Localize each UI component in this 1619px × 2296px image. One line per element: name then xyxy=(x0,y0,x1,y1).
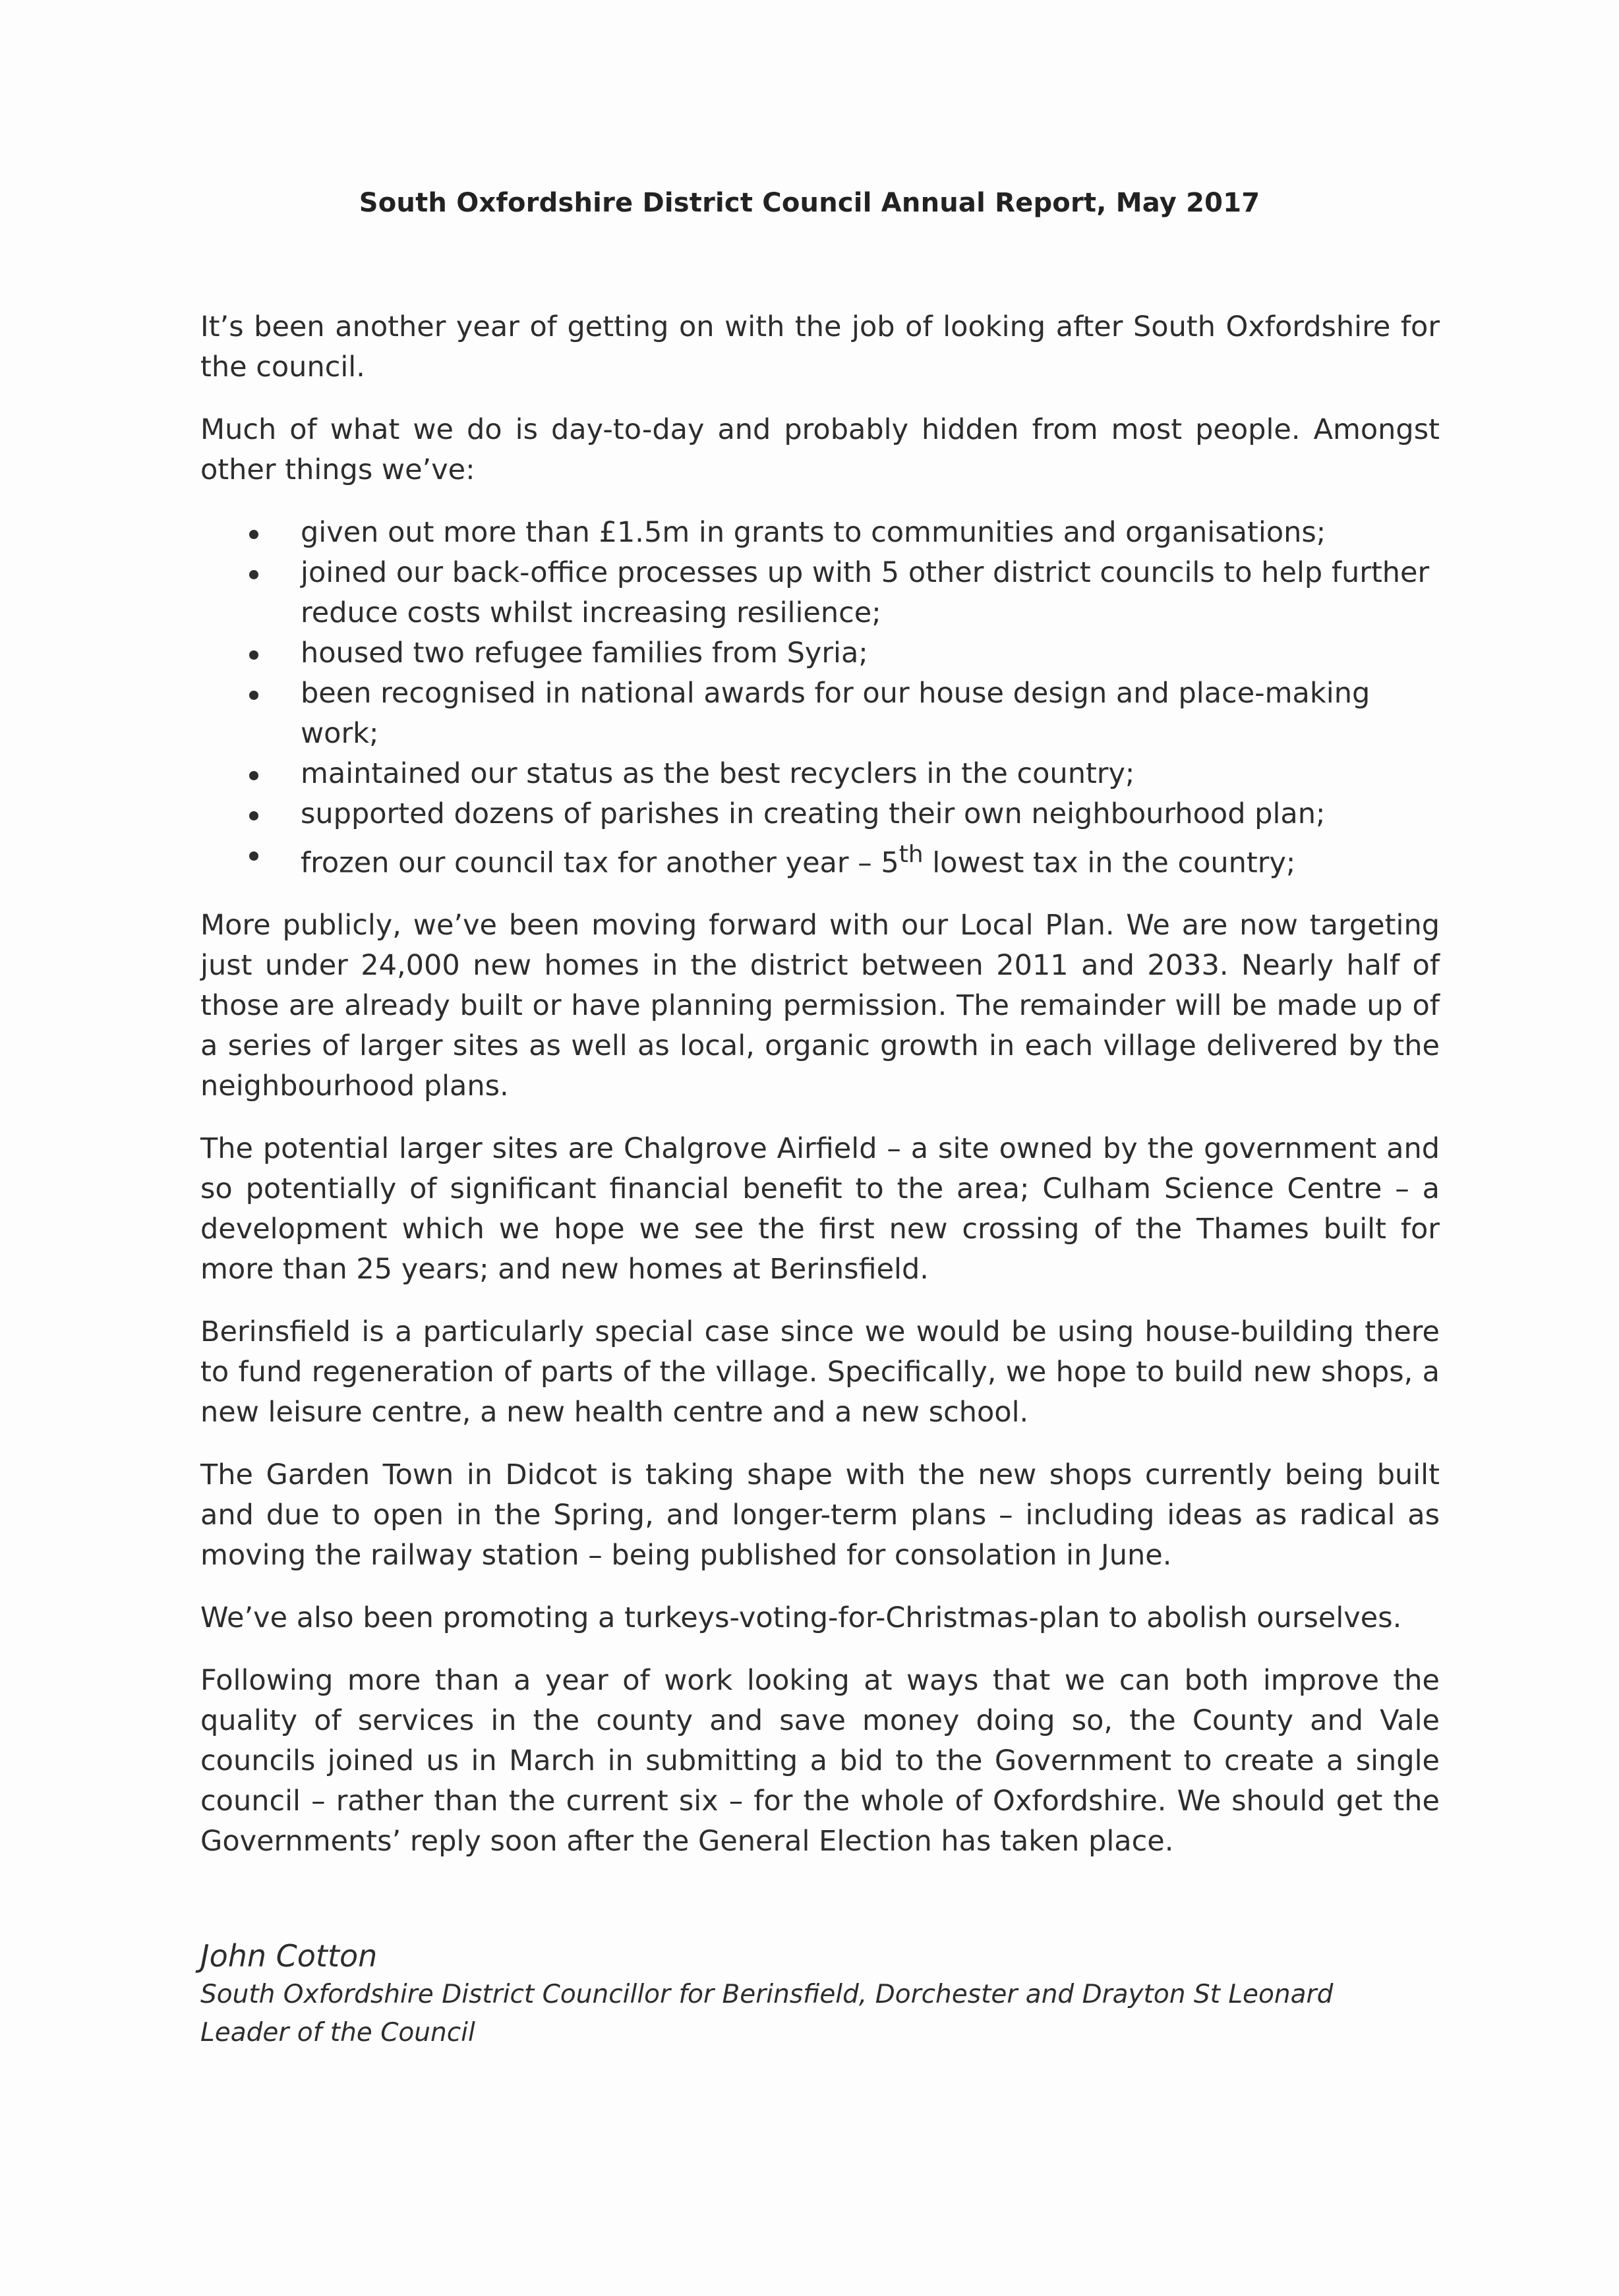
intro-paragraph: It’s been another year of getting on with the job of looking after South Oxfordshire for the council. xyxy=(200,310,1440,384)
berinsfield-paragraph: Berinsfield is a particularly special case since we would be using house-building there to fund regeneration of parts of the village. Specifically, we hope to build new shops, a new leisure centre, a new health centre and a new school. xyxy=(200,1315,1440,1429)
unitary-council-paragraph: Following more than a year of work looking at ways that we can both improve the quality of services in the county and save money doing so, the County and Vale councils joined us in March in submitting a bid to the Government to create a single council – rather than the current six – for the whole of Oxfordshire. We should get the Governments’ reply soon after the General Election has taken place. xyxy=(200,1664,1440,1858)
larger-sites-paragraph: The potential larger sites are Chalgrove Airfield – a site owned by the government and so potentially of significant financial benefit to the area; Culham Science Centre – a development which we hope we see the first new crossing of the Thames built for more than 25 years; and new homes at Berinsfield. xyxy=(200,1132,1440,1286)
bullet-icon xyxy=(249,650,258,660)
list-item-text: been recognised in national awards for our house design and place-making work; xyxy=(301,677,1370,750)
signature-block xyxy=(200,1936,1453,2052)
bullet-icon xyxy=(249,691,258,700)
list-item-text-after: lowest tax in the country; xyxy=(923,846,1296,880)
list-item-text: supported dozens of parishes in creating their own neighbourhood plan; xyxy=(301,797,1326,830)
bullet-icon xyxy=(249,771,258,780)
didcot-paragraph: The Garden Town in Didcot is taking shape with the new shops currently being built and due to open in the Spring, and longer-term plans – including ideas as radical as moving the railway station – being published for consolation in June. xyxy=(200,1458,1440,1572)
list-item-text: joined our back-office processes up with 5 other district councils to help further reduce costs whilst increasing resilience; xyxy=(301,556,1430,629)
list-item xyxy=(200,633,1440,674)
bullet-icon xyxy=(249,570,258,579)
document-title: South Oxfordshire District Council Annual Report, May 2017 xyxy=(359,188,1260,218)
signatory-position: Leader of the Council xyxy=(200,2018,475,2048)
list-item-text-before: frozen our council tax for another year – 5 xyxy=(301,846,899,880)
lead-in-paragraph: Much of what we do is day-to-day and probably hidden from most people. Amongst other things we’ve: xyxy=(200,413,1440,486)
list-item xyxy=(200,794,1440,834)
list-item-text: housed two refugee families from Syria; xyxy=(301,637,868,670)
local-plan-paragraph: More publicly, we’ve been moving forward with our Local Plan. We are now targeting just under 24,000 new homes in the district between 2011 and 2033. Nearly half of those are already built or have planning permission. The remainder will be made up of a series of larger sites as well as local, organic growth in each village delivered by the neighbourhood plans. xyxy=(200,909,1440,1103)
bullet-icon xyxy=(249,530,258,539)
list-item xyxy=(200,754,1440,794)
list-item xyxy=(200,674,1440,754)
bullet-icon xyxy=(249,851,258,861)
list-item xyxy=(200,513,1440,553)
signatory-name: John Cotton xyxy=(200,1938,378,1974)
list-item xyxy=(200,834,1440,883)
ordinal-superscript: th xyxy=(898,841,924,868)
bullet-icon xyxy=(249,811,258,820)
list-item xyxy=(200,553,1440,633)
achievements-list xyxy=(200,513,1440,883)
abolish-paragraph: We’ve also been promoting a turkeys-voting-for-Christmas-plan to abolish ourselves. xyxy=(200,1601,1402,1635)
list-item-text: given out more than £1.5m in grants to communities and organisations; xyxy=(301,516,1326,549)
list-item-text: maintained our status as the best recyclers in the country; xyxy=(301,757,1135,790)
signatory-role: South Oxfordshire District Councillor for Berinsfield, Dorchester and Drayton St Leonard xyxy=(200,1980,1334,2009)
document-body xyxy=(200,307,1440,1884)
